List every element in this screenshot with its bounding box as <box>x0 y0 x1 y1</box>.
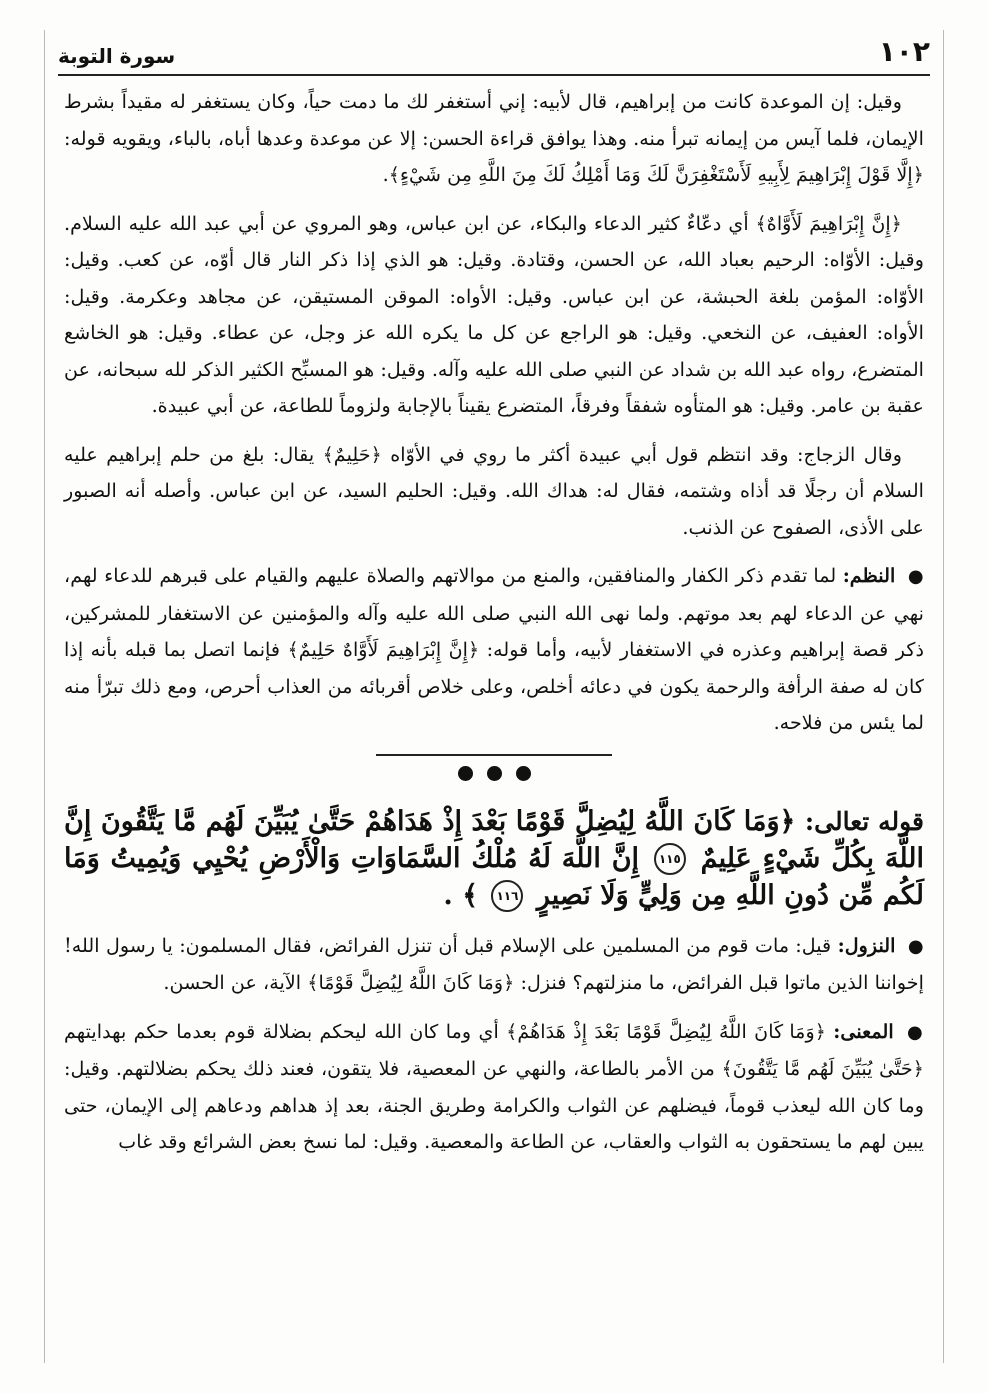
surah-title: سورة التوبة <box>58 44 176 68</box>
maana-label: المعنى: <box>833 1019 894 1043</box>
paragraph-mawida: وقيل: إن الموعدة كانت من إبراهيم، قال لأبيه: إني أستغفر لك ما دمت حياً، وكان يستغفر له مقيداً بشرط الإيمان، فلما آيس من إيمانه تبرأ منه. وهذا يوافق قراءة الحسن: إلا عن موعدة وعدها أباه، بالباء، ويقويه قوله: ﴿إِلَّا قَوْلَ إِبْرَاهِيمَ لِأَبِيهِ لَأَسْتَغْفِرَنَّ لَكَ وَمَا أَمْلِكُ لَكَ مِنَ اللَّهِ مِن شَيْءٍ﴾. <box>64 90 924 186</box>
verse-label: قوله تعالى: <box>804 806 924 836</box>
section-nazm <box>64 558 924 742</box>
page-header <box>58 28 930 76</box>
paragraph-zajjaj: وقال الزجاج: وقد انتظم قول أبي عبيدة أكثر ما روي في الأوّاه ﴿حَلِيمٌ﴾ يقال: بلغ من حلم إبراهيم عليه السلام أن رجلًا قد أذاه وشتمه، فقال له: هداك الله. وقيل: الحليم السيد، عن ابن عباس. وأصله أنه الصبور على الأذى، الصفوح عن الذنب. <box>64 442 924 539</box>
section-divider <box>64 754 924 781</box>
divider-dots <box>458 766 531 781</box>
ayah-number-icon: ١١٥ <box>654 843 686 875</box>
bullet-icon: ● <box>907 566 924 587</box>
maana-text: ﴿وَمَا كَانَ اللَّهُ لِيُضِلَّ قَوْمًا بَعْدَ إِذْ هَدَاهُمْ﴾ أي وما كان الله ليحكم بضلالة قوم بعدما حكم بهدايتهم ﴿حَتَّىٰ يُبَيِّنَ لَهُم مَّا يَتَّقُونَ﴾ من الأمر بالطاعة، والنهي عن المعصية، فلا يتقون، فعند ذلك يحكم بضلالتهم. وقيل: وما كان الله ليعذب قوماً، فيضلهم عن الثواب والكرامة وطريق الجنة، بعد إذ هداهم ودعاهم إلى الإيمان، حتى يبين لهم ما يستحقون به الثواب والعقاب، عن الطاعة والمعصية. وقيل: لما نسخ بعض الشرائع وقد غاب <box>64 1019 924 1153</box>
page-number: ١٠٢ <box>878 35 930 68</box>
divider-line <box>376 754 612 756</box>
verse-text-part1: ﴿وَمَا كَانَ اللَّهُ لِيُضِلَّ قَوْمًا بَعْدَ إِذْ هَدَاهُمْ حَتَّىٰ يُبَيِّنَ لَهُم مَّا يَتَّقُونَ إِنَّ اللَّهَ بِكُلِّ شَيْءٍ عَلِيمٌ <box>64 805 924 874</box>
nuzul-text: قيل: مات قوم من المسلمين على الإسلام قبل أن تنزل الفرائض، فقال المسلمون: يا رسول الله! إخواننا الذين ماتوا قبل الفرائض، ما منزلتهم؟ فنزل: ﴿وَمَا كَانَ اللَّهُ لِيُضِلَّ قَوْمًا﴾ الآية، عن الحسن. <box>64 933 924 994</box>
bullet-icon: ● <box>907 935 924 957</box>
bullet-icon: ● <box>907 1021 924 1043</box>
verse-block <box>64 803 924 914</box>
paragraph-awwah: ﴿إِنَّ إِبْرَاهِيمَ لَأَوَّاهٌ﴾ أي دعّاءٌ كثير الدعاء والبكاء، عن ابن عباس، وهو المروي عن أبي عبد الله عليه السلام. وقيل: الأوّاه: الرحيم بعباد الله، عن الحسن، وقتادة. وقيل: هو الذي إذا ذكر النار قال أوّه، عن كعب. وقيل: الأوّاه: المؤمن بلغة الحبشة، عن ابن عباس. وقيل: الأواه: الموقن المستيقن، عن مجاهد وعكرمة. وقيل: الأواه: العفيف، عن النخعي. وقيل: هو الراجع عن كل ما يكره الله عز وجل، عن عطاء. وقيل: هو الخاشع المتضرع، رواه عبد الله بن شداد عن النبي صلى الله عليه وآله. وقيل: هو المسبِّح الكثير الذكر لله سبحانه، عن عقبة بن عامر. وقيل: هو المتأوه شفقاً وفرقاً، المتضرع يقيناً بالإجابة ولزوماً للطاعة، عن أبي عبيدة. <box>64 211 924 417</box>
right-margin-rule <box>943 30 944 1363</box>
nazm-text: لما تقدم ذكر الكفار والمنافقين، والمنع من موالاتهم والصلاة عليهم والقيام على قبرهم للدعاء لهم، نهي عن الدعاء لهم بعد موتهم. ولما نهى الله النبي صلى الله عليه وآله والمؤمنين عن الاستغفار للمشركين، ذكر قصة إبراهيم وعذره في الاستغفار لأبيه، وأما قوله: ﴿إِنَّ إِبْرَاهِيمَ لَأَوَّاهٌ حَلِيمٌ﴾ فإنما اتصل بما قبله بأنه إذا كان له صفة الرأفة والرحمة يكون في دعائه أخلص، وعلى خلاص أقربائه من العذاب أحرص، ومع ذلك تبرّأ منه لما يئس من فلاحه. <box>64 564 924 734</box>
verse-text-part2: إِنَّ اللَّهَ لَهُ مُلْكُ السَّمَاوَاتِ وَالْأَرْضِ يُحْيِي وَيُمِيتُ وَمَا لَكُم مِّن دُونِ اللَّهِ مِن وَلِيٍّ وَلَا نَصِيرٍ <box>64 842 924 911</box>
nuzul-label: النزول: <box>837 933 896 957</box>
ayah-number-icon: ١١٦ <box>491 880 523 912</box>
dot-icon <box>458 766 473 781</box>
left-margin-rule <box>44 30 45 1363</box>
dot-icon <box>487 766 502 781</box>
section-nuzul <box>64 928 924 1002</box>
section-maana <box>64 1014 924 1161</box>
nazm-label: النظم: <box>842 564 896 587</box>
page-body <box>64 84 924 1173</box>
verse-closing: ﴾ . <box>443 879 479 911</box>
dot-icon <box>516 766 531 781</box>
